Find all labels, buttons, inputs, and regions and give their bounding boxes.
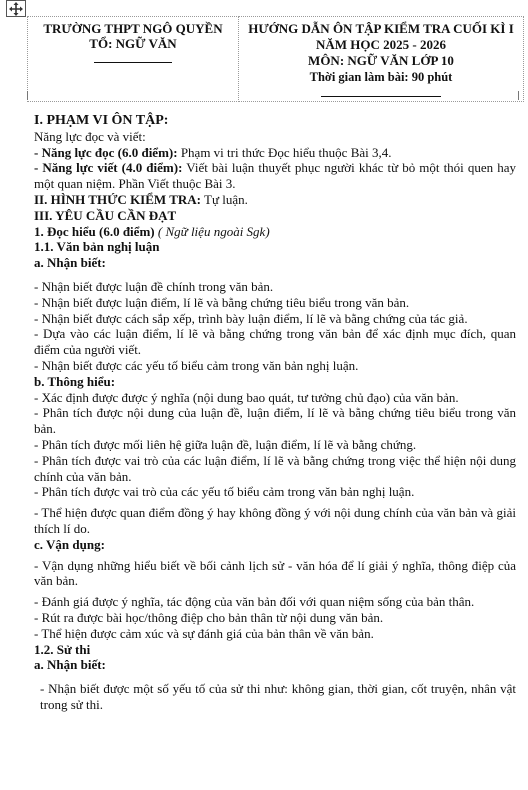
header-table bbox=[27, 16, 524, 102]
department-name: TỔ: NGỮ VĂN bbox=[89, 36, 177, 51]
list-item: - Phân tích được mối liên hệ giữa luận đề, luận điểm, lí lẽ và bằng chứng. bbox=[34, 436, 417, 452]
section3-heading: III. YÊU CẦU CẦN ĐẠT bbox=[34, 207, 177, 223]
section2-heading: II. HÌNH THỨC KIỂM TRA: bbox=[34, 191, 201, 207]
department-underline bbox=[94, 61, 172, 63]
doc-subject: MÔN: NGỮ VĂN LỚP 10 bbox=[308, 53, 454, 68]
list-item: - Thể hiện được cảm xúc và sự đánh giá của bản thân về văn bản. bbox=[34, 625, 374, 641]
reading-note: ( Ngữ liệu ngoài Sgk) bbox=[154, 223, 270, 239]
list-item: - Thể hiện được quan điểm đồng ý hay không đồng ý với nội dung chính của văn bản và giải thích lí do. bbox=[34, 505, 516, 536]
recognize-heading: a. Nhận biết: bbox=[34, 255, 106, 271]
table-move-handle-icon[interactable] bbox=[6, 0, 26, 17]
doc-title-line2: NĂM HỌC 2025 - 2026 bbox=[316, 37, 446, 52]
list-item: - Nhận biết được luận đề chính trong văn bản. bbox=[34, 278, 274, 294]
list-item: - Nhận biết được các yếu tố biểu cảm trong văn bản nghị luận. bbox=[34, 357, 359, 373]
sub2-heading: 1.2. Sử thi bbox=[34, 641, 91, 657]
apply-heading: c. Vận dụng: bbox=[34, 536, 105, 552]
list-item: - Xác định được được ý nghĩa (nội dung bao quát, tư tưởng chủ đạo) của văn bản. bbox=[34, 389, 459, 405]
header-right-cell bbox=[239, 17, 524, 102]
writing-scope-text: Viết bài luận thuyết phục người khác từ bỏ một thói quen hay một quan niệm. Phần Viết thuộc Bài 3. bbox=[34, 160, 516, 192]
section2-text: Tự luận. bbox=[200, 191, 248, 207]
list-item: - Rút ra được bài học/thông điệp cho bản thân từ nội dung văn bản. bbox=[34, 609, 384, 625]
list-item: - Phân tích được vai trò của các yếu tố biểu cảm trong văn bản nghị luận. bbox=[34, 484, 415, 500]
reading-scope-text: Phạm vi tri thức Đọc hiểu thuộc Bài 3,4. bbox=[177, 144, 392, 160]
doc-time: Thời gian làm bài: 90 phút bbox=[309, 70, 453, 84]
section1-intro: Năng lực đọc và viết: bbox=[34, 128, 146, 144]
list-item: - Phân tích được vai trò của các luận điểm, lí lẽ và bằng chứng trong việc thể hiện nội dung chính của văn bản. bbox=[34, 452, 516, 484]
reading-heading-line bbox=[34, 224, 516, 240]
understand-heading: b. Thông hiểu: bbox=[34, 373, 116, 389]
list-item: - Phân tích được nội dung của luận đề, luận điểm, lí lẽ và bằng chứng tiêu biểu trong văn bản. bbox=[34, 405, 516, 437]
writing-scope bbox=[34, 160, 516, 192]
header-left-cell bbox=[28, 17, 239, 102]
school-name: TRƯỜNG THPT NGÔ QUYỀN bbox=[43, 21, 223, 36]
writing-scope-label: - Năng lực viết (4.0 điểm): bbox=[34, 160, 183, 176]
reading-heading: 1. Đọc hiểu (6.0 điểm) bbox=[34, 223, 155, 239]
list-item: - Nhận biết được cách sắp xếp, trình bày luận điểm, lí lẽ và bằng chứng của tác giả. bbox=[34, 310, 468, 326]
epic-recognize-heading: a. Nhận biết: bbox=[34, 657, 106, 673]
table-corner-marker bbox=[27, 91, 28, 100]
list-item: - Nhận biết được luận điểm, lí lẽ và bằng chứng tiêu biểu trong văn bản. bbox=[34, 294, 410, 310]
list-item: - Dựa vào các luận điểm, lí lẽ và bằng chứng trong văn bản để xác định mục đích, quan điểm của người viết. bbox=[34, 326, 516, 358]
list-item: - Đánh giá được ý nghĩa, tác động của văn bản đối với quan niệm sống của bản thân. bbox=[34, 594, 475, 610]
sub1-heading: 1.1. Văn bản nghị luận bbox=[34, 239, 160, 255]
section1-heading: I. PHẠM VI ÔN TẬP: bbox=[34, 113, 169, 128]
list-item: - Nhận biết được một số yếu tố của sử thi như: không gian, thời gian, cốt truyện, nhân vật trong sử thi. bbox=[40, 681, 516, 712]
reading-scope bbox=[34, 145, 516, 161]
section2-line bbox=[34, 192, 516, 208]
reading-scope-label: - Năng lực đọc (6.0 điểm): bbox=[34, 144, 178, 160]
list-item: - Vận dụng những hiểu biết về bối cảnh lịch sử - văn hóa để lí giải ý nghĩa, thông điệp của văn bản. bbox=[34, 557, 516, 589]
document-body bbox=[34, 113, 516, 713]
doc-title-line1: HƯỚNG DẪN ÔN TẬP KIỂM TRA CUỐI KÌ I bbox=[248, 21, 514, 36]
table-corner-marker bbox=[518, 91, 519, 100]
time-underline bbox=[321, 95, 441, 97]
